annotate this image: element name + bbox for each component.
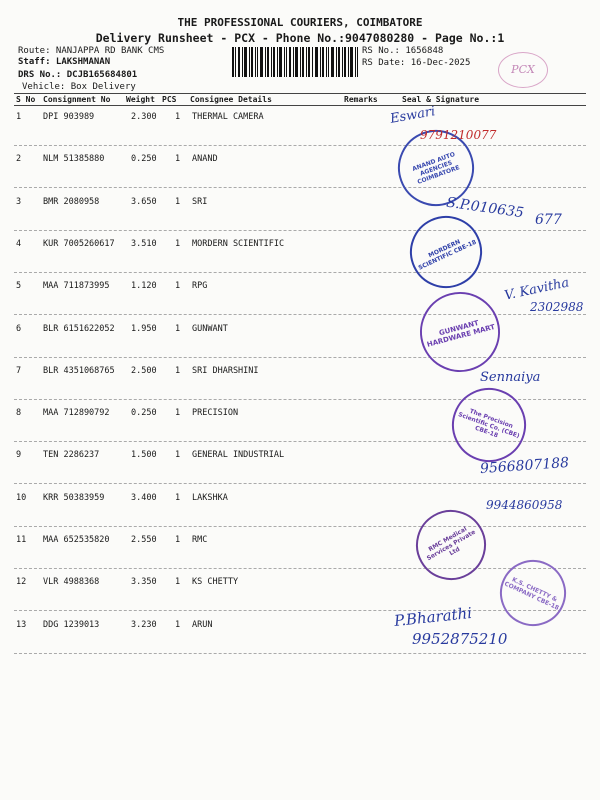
row-consignee: LAKSHKA [192,493,228,503]
row-weight: 0.250 [131,154,157,164]
row-consignee: GUNWANT [192,324,228,334]
row-pcs: 1 [175,620,181,630]
route-label: Route: NANJAPPA RD BANK CMS [18,46,165,56]
row-consignment: MAA 711873995 [43,281,110,291]
row-consignee: KS CHETTY [192,577,239,587]
row-sno: 8 [16,408,22,418]
col-consignee: Consignee Details [190,95,272,104]
row-consignment: BMR 2080958 [43,197,100,207]
col-consignment: Consignment No [43,95,111,104]
row-sno: 4 [16,239,22,249]
row-consignee: PRECISION [192,408,239,418]
stamp-anand-text: ANAND AUTO AGENCIES COIMBATORE [411,150,461,186]
row-consignee: ANAND [192,154,218,164]
row-sno: 9 [16,450,22,460]
row-divider [14,187,586,188]
phone-row6: 2302988 [530,300,584,314]
row-consignee: RPG [192,281,208,291]
signature-row7: Sennaiya [480,370,541,385]
row-sno: 13 [16,620,27,630]
row-sno: 12 [16,577,27,587]
row-consignment: NLM 51385880 [43,154,105,164]
col-pcs: PCS [162,95,177,104]
row-divider [14,526,586,527]
phone-row10: 9944860958 [486,498,563,512]
col-seal: Seal & Signature [402,95,480,104]
row-consignee: SRI DHARSHINI [192,366,259,376]
stamp-rmc-text: RMC Medical Services Private Ltd [425,525,477,562]
row-consignee: MORDERN SCIENTIFIC [192,239,285,249]
row-consignment: KUR 7005260617 [43,239,115,249]
row-consignment: MAA 652535820 [43,535,110,545]
stamp-gunwant [411,283,509,381]
rs-number: RS No.: 1656848 [362,46,444,56]
col-remarks: Remarks [344,95,378,104]
row-divider [14,230,586,231]
row-weight: 3.400 [131,493,157,503]
stamp-precision-text: The Precision Scientific Co. (CBE) CBE-18 [457,407,521,440]
row-consignment: TEN 2286237 [43,450,100,460]
row-divider [14,357,586,358]
row-weight: 0.250 [131,408,157,418]
signature-row13: P.Bharathi [393,603,473,631]
row-sno: 5 [16,281,22,291]
row-divider [14,483,586,484]
stamp-mordern [398,204,494,300]
row-weight: 1.950 [131,324,157,334]
phone-row13: 9952875210 [412,630,508,648]
row-consignee: GENERAL INDUSTRIAL [192,450,285,460]
row-divider [14,610,586,611]
row-weight: 3.230 [131,620,157,630]
row-pcs: 1 [175,450,181,460]
row-consignment: DPI 903989 [43,112,95,122]
signature-row1: Eswari [389,104,437,127]
stamp-chetty [489,549,577,637]
row-weight: 3.350 [131,577,157,587]
row-consignment: VLR 4988368 [43,577,100,587]
row-weight: 1.120 [131,281,157,291]
staff-label: Staff: LAKSHMANAN [18,57,111,67]
row-consignment: DDG 1239013 [43,620,100,630]
phone-row1: 9791210077 [420,128,497,142]
stamp-chetty-text: K.S. CHETTY & COMPANY CBE-18 [503,576,560,612]
row-sno: 7 [16,366,22,376]
row-pcs: 1 [175,154,181,164]
row-sno: 6 [16,324,22,334]
row-consignee: SRI [192,197,208,207]
row-pcs: 1 [175,112,181,122]
col-sno: S No [16,95,36,104]
header-rule [14,93,586,94]
row-consignment: KRR 50383959 [43,493,105,503]
row-weight: 2.500 [131,366,157,376]
row-weight: 1.500 [131,450,157,460]
stamp-mordern-text: MORDERN SCIENTIFIC CBE-18 [417,238,478,272]
row-pcs: 1 [175,493,181,503]
row-sno: 10 [16,493,27,503]
row-divider [14,145,586,146]
runsheet-title: THE PROFESSIONAL COURIERS, COIMBATORE [177,16,423,29]
rs-date: RS Date: 16-Dec-2025 [362,58,471,68]
row-pcs: 1 [175,239,181,249]
row-weight: 3.650 [131,197,157,207]
row-weight: 3.510 [131,239,157,249]
signature-row6: V. Kavitha [503,275,571,304]
phone-row9: 9566807188 [479,454,570,478]
row-pcs: 1 [175,366,181,376]
stamp-rmc [403,497,499,593]
row-weight: 2.300 [131,112,157,122]
row-pcs: 1 [175,535,181,545]
row-sno: 11 [16,535,27,545]
row-pcs: 1 [175,408,181,418]
row-pcs: 1 [175,577,181,587]
row-pcs: 1 [175,281,181,291]
row-consignee: ARUN [192,620,213,630]
row-consignee: RMC [192,535,208,545]
row-consignment: MAA 712890792 [43,408,110,418]
row-sno: 3 [16,197,22,207]
header-underline [14,105,586,106]
row-sno: 1 [16,112,22,122]
vehicle-label: Vehicle: Box Delivery [22,82,136,92]
row-weight: 2.550 [131,535,157,545]
row-divider [14,314,586,315]
row-consignment: BLR 6151622052 [43,324,115,334]
col-weight: Weight [126,95,155,104]
stamp-gunwant-text: GUNWANT HARDWARE MART [426,318,496,349]
row-consignee: THERMAL CAMERA [192,112,264,122]
row-divider [14,653,586,654]
row-divider [14,272,586,273]
row-consignment: BLR 4351068765 [43,366,115,376]
drs-label: DRS No.: DCJB165684801 [18,70,138,80]
row-divider [14,568,586,569]
row-sno: 2 [16,154,22,164]
signature-row3: S.P.010635 [445,194,525,222]
row-pcs: 1 [175,197,181,207]
row-pcs: 1 [175,324,181,334]
barcode [232,47,358,77]
signature-row3b: 677 [535,212,562,228]
runsheet-subtitle: Delivery Runsheet - PCX - Phone No.:9047080280 - Page No.:1 [95,31,505,45]
pcx-stamp: PCX [498,52,548,88]
